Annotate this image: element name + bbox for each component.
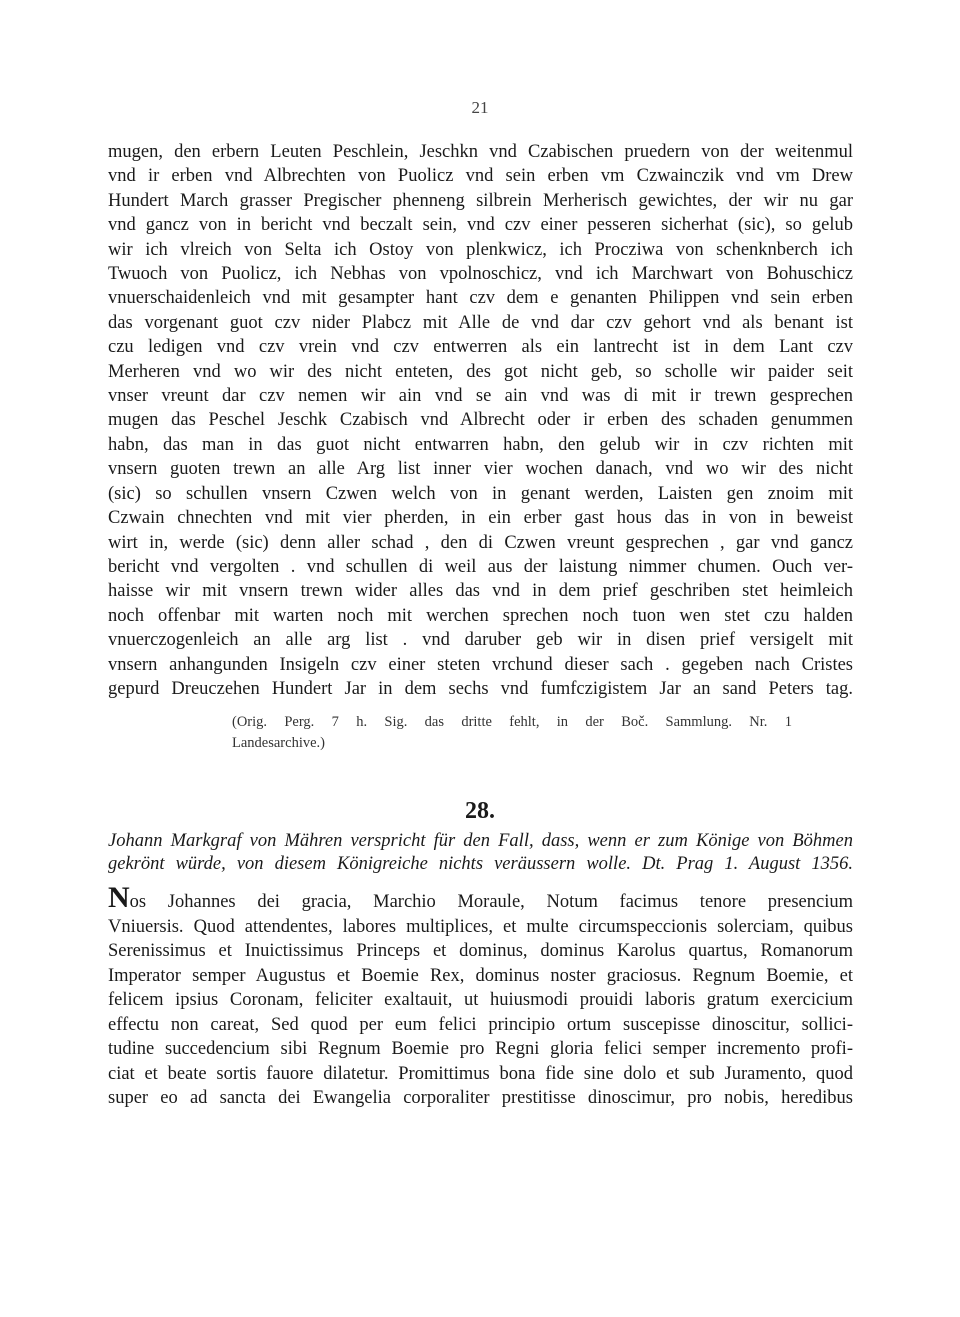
text-line: (sic) so schullen vnsern Czwen welch von in genant werden, Laisten gen znoim mit (108, 483, 853, 504)
text-line: vnsern anhangunden Insigeln czv einer steten vrchund dieser sach . gegeben nach Cristes (108, 654, 853, 675)
drop-cap: N (108, 881, 130, 914)
text-line: Hundert March grasser Pregischer phenneng silbrein Merherisch gewichtes, der wir nu gar (108, 190, 853, 211)
text-line: czu ledigen vnd czv vrein vnd czv entwerren als ein lantrecht ist in dem Lant czv (108, 337, 853, 358)
text-line: vnd gancz von in bericht vnd beczalt sein, vnd czv einer pesseren sicherhat (sic), so gelub (108, 215, 853, 236)
document-number: 28. (465, 798, 495, 824)
text-line: bericht vnd vergolten . vnd schullen di weil aus der laistung nimmer chumen. Ouch ver- (108, 556, 853, 577)
citation-line: (Orig. Perg. 7 h. Sig. das dritte fehlt, in der Boč. Sammlung. Nr. 1 (232, 714, 792, 730)
first-line-text: os Johannes dei gracia, Marchio Moraule, Notum facimus tenore presencium (129, 892, 853, 912)
text-line: mugen das Peschel Jeschk Czabisch vnd Albrecht oder ir erben des schaden genummen (108, 410, 853, 431)
text-line: Czwain chnechten vnd mit vier pherden, in ein erber gast hous das in von in beweist (108, 508, 853, 529)
text-line: wir ich vlreich von Selta ich Ostoy von plenkwicz, ich Procziwa von schenknberch ich (108, 239, 853, 260)
text-line: das vorgenant guot czv nider Plabcz mit Alle de vnd dar czv gehort vnd als benant ist (108, 312, 853, 333)
text-line: Vniuersis. Quod attendentes, labores multiplices, et multe circumspeccionis solerciam, quibus (108, 916, 853, 937)
text-line: tudine succedencium sibi Regnum Boemie pro Regni gloria felici semper incremento profi- (108, 1039, 853, 1059)
text-line: wirt in, werde (sic) denn aller schad , den di Czwen vreunt gesprechen , gar vnd gancz (108, 532, 853, 553)
text-line: gepurd Dreuczehen Hundert Jar in dem sechs vnd fumfczigistem Jar an sand Peters tag. (108, 678, 853, 699)
text-line: mugen, den erbern Leuten Peschlein, Jeschkn vnd Czabischen pruedern von der weitenmul (108, 142, 853, 162)
text-line: vnuerczogenleich an alle arg list . vnd daruber geb wir in disen prief versigelt mit (108, 630, 853, 651)
text-line: Twuoch von Puolicz, ich Nebhas von vpolnoschicz, vnd ich Marchwart von Bohuschicz (108, 264, 853, 285)
text-line: Imperator semper Augustus et Boemie Rex, dominus noster graciosus. Regnum Boemie, et (108, 965, 853, 986)
text-line: effectu non careat, Sed quod per eum felici principio ortum suscepisse dinoscitur, sollici- (108, 1014, 853, 1035)
text-line: vnuerschaidenleich vnd mit gesampter hant czv dem e genanten Philippen vnd sein erben (108, 288, 853, 309)
text-line-first (108, 883, 853, 915)
heading-line: gekrönt würde, von diesem Königreiche nichts veräussern wolle. Dt. Prag 1. August 1356. (108, 854, 853, 874)
charter-text-continued (108, 140, 853, 701)
text-line: vnd ir erben vnd Albrechten von Puolicz vnd sein erben vm Czwainczik vnd vm Drew (108, 166, 853, 187)
text-line: felicem ipsius Coronam, feliciter exaltauit, ut huiusmodi prouidi laboris gratum exercicium (108, 990, 853, 1010)
citation-line: Landesarchive.) (232, 735, 325, 751)
page-number: 21 (471, 98, 489, 117)
heading-line: Johann Markgraf von Mähren verspricht für den Fall, dass, wenn er zum Könige von Böhmen (108, 831, 853, 851)
text-line: vnser vreunt dar czv nemen wir ain vnd se ain vnd was di mit ir trewn gesprechen (108, 386, 853, 407)
source-citation (232, 712, 792, 754)
text-line: Merheren vnd wo wir des nicht enteten, des got nicht geb, so scholle wir paider seit (108, 361, 853, 382)
text-line: haisse wir mit vnsern trewn wider alles das vnd in dem prief geschriben stet heimleich (108, 581, 853, 602)
text-line: ciat et beate sortis fauore dilatetur. Promittimus bona fide sine dolo et sub Juramento, quod (108, 1063, 853, 1084)
text-line: habn, das man in das guot nicht entwarren habn, den gelub wir in czv richten mit (108, 434, 853, 455)
text-line: vnsern guoten trewn an alle Arg list inner vier wochen danach, vnd wo wir des nicht (108, 459, 853, 480)
charter-text (108, 883, 853, 1111)
text-line: noch offenbar mit warten noch mit werchen sprechen noch tuon wen stet czu halden (108, 605, 853, 626)
document-heading (108, 830, 853, 876)
text-line: Serenissimus et Inuictissimus Princeps et dominus, dominus Karolus quartus, Romanorum (108, 941, 853, 961)
text-line: super eo ad sancta dei Ewangelia corporaliter prestitisse dinoscimur, pro nobis, heredibus (108, 1088, 853, 1108)
